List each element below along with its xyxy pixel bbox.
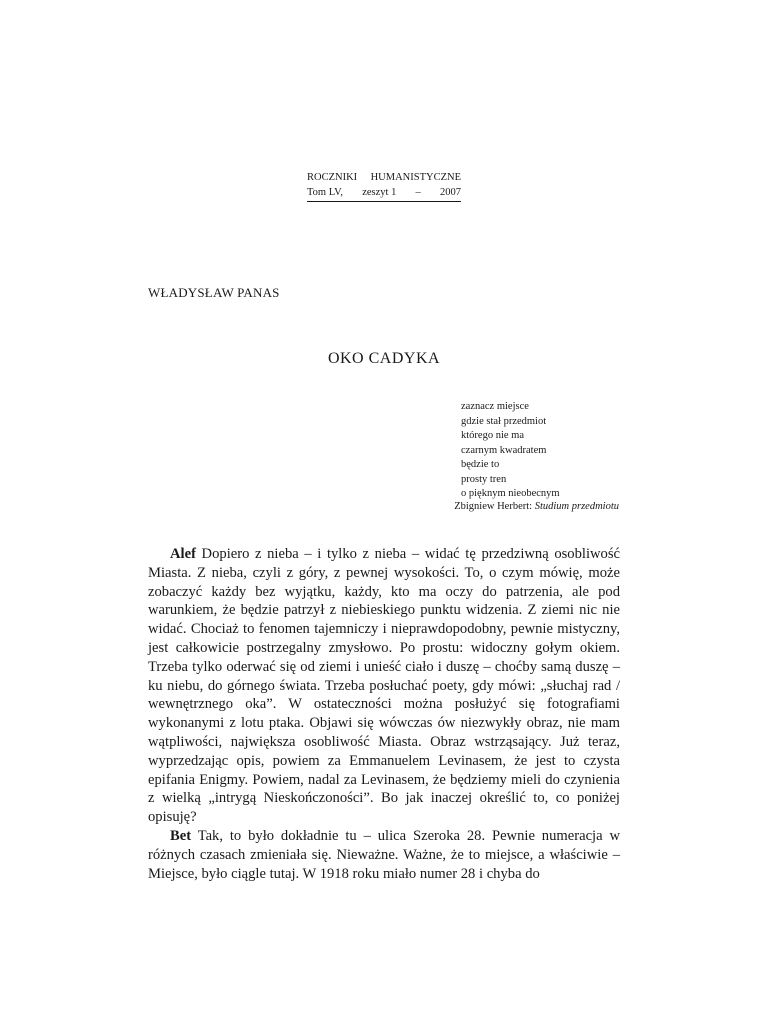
epigraph bbox=[461, 400, 560, 502]
epigraph-line: będzie to bbox=[461, 459, 500, 470]
body-paragraph bbox=[148, 545, 620, 827]
epigraph-source bbox=[454, 500, 619, 514]
journal-name-row bbox=[307, 170, 461, 185]
journal-dash: – bbox=[415, 187, 421, 198]
article-title: OKO CADYKA bbox=[327, 350, 441, 367]
epigraph-line: którego nie ma bbox=[461, 430, 524, 441]
epigraph-line: gdzie stał przedmiot bbox=[461, 415, 547, 427]
journal-header bbox=[307, 170, 461, 202]
epigraph-line: zaznacz miejsce bbox=[461, 401, 529, 412]
article-author: WŁADYSŁAW PANAS bbox=[148, 285, 280, 300]
epigraph-line: czarnym kwadratem bbox=[461, 444, 547, 456]
journal-issue-row bbox=[307, 185, 461, 200]
body-paragraph bbox=[148, 827, 620, 883]
epigraph-source-author: Zbigniew Herbert: bbox=[454, 501, 533, 512]
journal-name-left: ROCZNIKI bbox=[307, 172, 358, 183]
epigraph-line: prosty tren bbox=[461, 473, 507, 485]
article-body bbox=[148, 545, 620, 883]
paragraph-lead: Alef bbox=[170, 546, 196, 562]
journal-name-right: HUMANISTYCZNE bbox=[370, 172, 461, 183]
journal-volume: Tom LV, bbox=[307, 187, 344, 198]
paragraph-text: Tak, to było dokładnie tu – ulica Szeroka 28. Pewnie numeracja w różnych czasach zmieniała się. Nieważne. Ważne, że to miejsce, a właściwie – Miejsce, było ciągle tutaj. W 1918 roku miało numer 28 i chyba do bbox=[148, 827, 620, 882]
epigraph-line: o pięknym nieobecnym bbox=[461, 488, 560, 499]
epigraph-source-title: Studium przedmiotu bbox=[534, 501, 619, 512]
paragraph-lead: Bet bbox=[170, 827, 192, 844]
paragraph-text: Dopiero z nieba – i tylko z nieba – widać tę przedziwną osobliwość Miasta. Z nieba, czyli z góry, z pewnej wysokości. To, o czym mówię, może zobaczyć każdy bez wyjątku, każdy, kto ma oczy do patrzenia, ale pod warunkiem, że będzie patrzył z niebieskiego punktu widzenia. Z ziemi nic nie widać. Chociaż to fenomen tajemniczy i nieprawdopodobny, pewnie mistyczny, jest całkowicie postrzegalny zmysłowo. Po prostu: widoczny gołym okiem. Trzeba tylko oderwać się od ziemi i unieść ciało i duszę – choćby samą duszę – ku niebu, do górnego świata. Trzeba posłuchać poety, gdy mówi: „słuchaj rad / wewnętrznego oka”. W ostateczności można posłużyć się fotografiami wykonanymi z lotu ptaka. Objawi się wówczas ów niezwykły obraz, nie mam wątpliwości, największa osobliwość Miasta. Obraz wstrząsający. Już teraz, wyprzedzając opis, powiem za Emmanuelem Levinasem, że jest to czysta epifania Enigmy. Powiem, nadal za Levinasem, że będziemy mieli do czynienia z wielką „intrygą Nieskończoności”. Bo jak inaczej określić to, co poniżej opisuję? bbox=[148, 546, 620, 826]
journal-issue: zeszyt 1 bbox=[362, 187, 397, 198]
journal-year: 2007 bbox=[439, 187, 461, 198]
